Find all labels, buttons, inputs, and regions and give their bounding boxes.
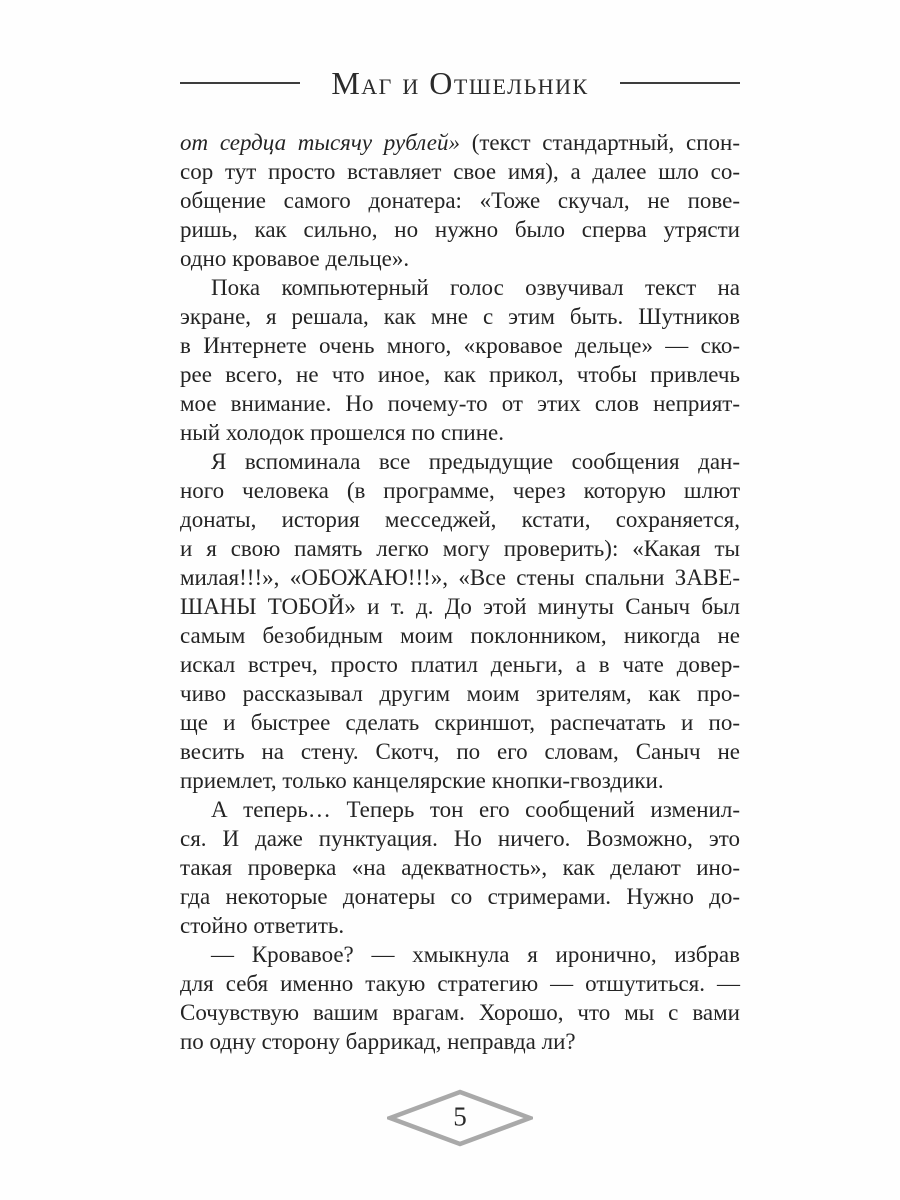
text-line [180,418,740,447]
text-run: стойно ответить. [180,913,345,938]
header-rule-left [180,82,300,85]
text-line [180,795,740,824]
text-line [180,708,740,737]
text-run: в Интернете очень много, «кровавое дельце» — ско- [180,333,740,358]
text-run: ще и быстрее сделать скриншот, распечатать и по- [180,710,740,735]
text-line [180,1027,740,1056]
text-line [180,853,740,882]
text-line [180,157,740,186]
text-run: А теперь… Теперь тон его сообщений изменил- [211,797,740,822]
text-run: чиво рассказывал другим моим зрителям, как про- [180,681,740,706]
text-line [180,186,740,215]
text-run: гда некоторые донатеры со стримерами. Нужно до- [180,884,740,909]
text-run: ришь, как сильно, но нужно было сперва утрясти [180,217,740,242]
text-run: приемлет, только канцелярские кнопки-гвоздики. [180,768,664,793]
text-run: экране, я решала, как мне с этим быть. Шутников [180,304,740,329]
text-line [180,331,740,360]
text-run: — Кровавое? — хмыкнула я иронично, избрав [211,942,740,967]
text-line [180,447,740,476]
text-run: Я вспоминала все предыдущие сообщения дан- [211,449,740,474]
text-run: сор тут просто вставляет свое имя), а далее шло со- [180,159,740,184]
text-line [180,128,740,157]
text-block [180,128,740,1056]
text-line [180,273,740,302]
text-run: ШАНЫ ТОБОЙ» и т. д. До этой минуты Саныч был [180,594,740,619]
running-header [180,63,740,103]
text-line [180,534,740,563]
text-line [180,824,740,853]
text-line [180,360,740,389]
text-line [180,621,740,650]
italic-text-run: от сердца тысячу рублей» [180,130,460,155]
text-run: такая проверка «на адекватность», как делают ино- [180,855,740,880]
text-run: общение самого донатера: «Тоже скучал, не пове- [180,188,740,213]
text-run: одно кровавое дельце». [180,246,410,271]
page-number: 5 [453,1101,467,1132]
text-run: ный холодок прошелся по спине. [180,420,504,445]
text-line [180,389,740,418]
text-run: донаты, история месседжей, кстати, сохраняется, [180,507,740,532]
text-run: мое внимание. Но почему-то от этих слов неприят- [180,391,740,416]
page-footer [180,1089,740,1147]
text-run: и я свою память легко могу проверить): «Какая ты [180,536,740,561]
text-line [180,244,740,273]
text-run: для себя именно такую стратегию — отшутиться. — [180,971,740,996]
book-title: Маг и Отшельник [331,64,589,101]
text-run: по одну сторону баррикад, неправда ли? [180,1029,576,1054]
text-run: рее всего, не что иное, как прикол, чтобы привлечь [180,362,740,387]
text-run: (текст стандартный, спон- [460,130,740,155]
text-line [180,679,740,708]
text-run: ся. И даже пунктуация. Но ничего. Возможно, это [180,826,740,851]
text-line [180,969,740,998]
text-run: милая!!!», «ОБОЖАЮ!!!», «Все стены спальни ЗАВЕ- [180,565,740,590]
text-run: Сочувствую вашим врагам. Хорошо, что мы с вами [180,1000,740,1025]
text-run: весить на стену. Скотч, по его словам, Саныч не [180,739,740,764]
text-line [180,592,740,621]
text-line [180,737,740,766]
header-rule-right [620,82,740,85]
text-line [180,215,740,244]
page-number-ornament [387,1089,533,1147]
text-line [180,650,740,679]
text-run: самым безобидным моим поклонником, никогда не [180,623,740,648]
text-line [180,302,740,331]
text-line [180,766,740,795]
text-line [180,476,740,505]
text-line [180,505,740,534]
text-run: ного человека (в программе, через которую шлют [180,478,740,503]
text-line [180,911,740,940]
text-run: Пока компьютерный голос озвучивал текст на [211,275,740,300]
text-line [180,940,740,969]
text-line [180,563,740,592]
text-run: искал встреч, просто платил деньги, а в чате довер- [180,652,740,677]
text-line [180,882,740,911]
text-line [180,998,740,1027]
